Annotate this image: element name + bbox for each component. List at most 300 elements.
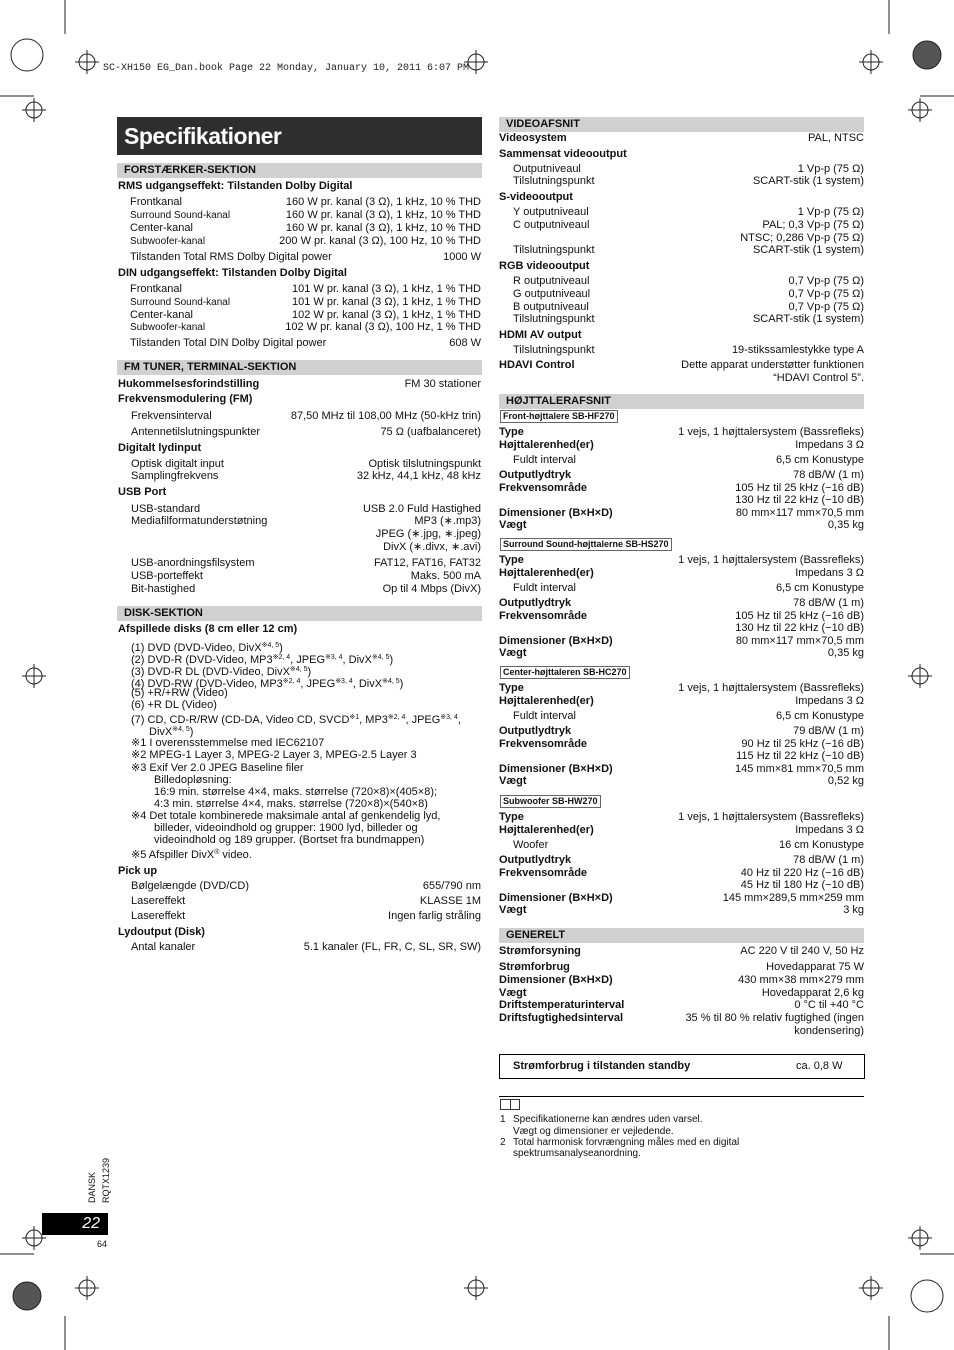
usb-media-label: Mediafilformatunderstøtning: [131, 515, 268, 527]
pickup-label: Lasereffekt: [131, 895, 186, 907]
speaker-driver-row-label: Fuldt interval: [513, 582, 576, 594]
composite-label: Tilslutningspunkt: [513, 175, 595, 187]
preset-value: FM 30 stationer: [404, 378, 481, 390]
speaker-freq-row-value: 90 Hz til 25 kHz (−16 dB): [741, 738, 864, 750]
footnote-line: Billedopløsning:: [154, 774, 232, 786]
preset-label: Hukommelsesforindstilling: [118, 378, 260, 390]
usb-row: [131, 557, 481, 570]
composite-value: 1 Vp-p (75 Ω): [797, 163, 864, 175]
usb-media-jpeg: JPEG (∗.jpg, ∗.jpeg): [375, 528, 481, 540]
note-line: spektrumsanalyseanordning.: [513, 1148, 641, 1159]
disc-item: (6) +R DL (Video): [131, 699, 217, 711]
footnote-mark: ※5: [131, 849, 147, 861]
rgb-value: 0,7 Vp-p (75 Ω): [788, 301, 864, 313]
speaker-freq-row-label: Frekvensområde: [499, 482, 588, 494]
rms-row-label: Center-kanal: [130, 222, 193, 234]
speaker-output-row-value: 78 dB/W (1 m): [793, 854, 864, 866]
pickup-row: [131, 880, 481, 893]
speaker-type-row-label: Type: [499, 811, 524, 823]
usb-row: [131, 570, 481, 583]
general-value: Hovedapparat 2,6 kg: [761, 987, 864, 999]
svideo-value: 1 Vp-p (75 Ω): [797, 206, 864, 218]
speaker-driver-row: [513, 839, 864, 852]
model-code: RQTX1239: [101, 1157, 111, 1203]
notes-divider: [499, 1096, 864, 1097]
footnote-mark: ※4: [131, 810, 147, 822]
speaker-driver-row-value: 6,5 cm Konustype: [775, 454, 864, 466]
speaker-unit-row-label: Højttalerenhed(er): [499, 824, 594, 836]
svideo-label: Tilslutningspunkt: [513, 244, 595, 256]
svideo-row: [513, 244, 864, 257]
speaker-model-header: [500, 538, 672, 551]
din-total-row: [130, 337, 481, 350]
speaker-dim-row-label: Dimensioner (B×H×D): [499, 507, 613, 519]
din-row-label: Frontkanal: [130, 283, 182, 295]
rms-row-value: 160 W pr. kanal (3 Ω), 1 kHz, 10 % THD: [285, 222, 481, 234]
usb-label: USB-anordningsfilsystem: [131, 557, 255, 569]
speaker-unit-row-value: Impedans 3 Ω: [795, 695, 864, 707]
pickup-row: [131, 895, 481, 908]
speaker-output-row: [499, 725, 864, 738]
disc-text: (2) DVD-R (DVD-Video, MP3: [131, 654, 273, 666]
disc-text: , DivX: [342, 654, 372, 666]
fm-label: Frekvensinterval: [131, 410, 212, 422]
footnote-line: videoindhold og 189 grupper. (Bortset fra bundmappen): [154, 834, 425, 846]
footnote-text: video.: [219, 849, 252, 861]
standby-box: [499, 1054, 865, 1079]
digital-label: Samplingfrekvens: [131, 470, 219, 482]
speaker-unit-row-label: Højttalerenhed(er): [499, 567, 594, 579]
hdmi-value: 19-stikssamlestykke type A: [731, 344, 864, 356]
general-label: Strømforsyning: [499, 945, 581, 957]
disc-text: (3) DVD-R DL (DVD-Video, DivX: [131, 666, 290, 678]
footnote-mark: ※3: [131, 762, 147, 774]
usb-label: Bit-hastighed: [131, 583, 196, 595]
speaker-freq-row-label: Frekvensområde: [499, 867, 588, 879]
speaker-weight-row-value: 0,52 kg: [827, 775, 864, 787]
rms-row-label: Subwoofer-kanal: [130, 236, 206, 247]
speaker-unit-row: [499, 439, 864, 452]
composite-label: Outputniveaul: [513, 163, 581, 175]
din-total-label: Tilstanden Total DIN Dolby Digital power: [130, 337, 327, 349]
videosystem-label: Videosystem: [499, 132, 567, 144]
speaker-type-row-value: 1 vejs, 1 højttalersystem (Bassrefleks): [678, 682, 864, 694]
speaker-type-row-label: Type: [499, 554, 524, 566]
footnote-text: Det totale kombinerede maksimale antal af genkendelig lyd,: [149, 810, 441, 822]
speaker-output-row-value: 78 dB/W (1 m): [793, 469, 864, 481]
disc-text: DivX: [149, 726, 173, 738]
speaker-freq-value-2: 115 Hz til 22 kHz (−10 dB): [736, 750, 864, 762]
section-amplifier: FORSTÆRKER-SEKTION: [117, 163, 482, 178]
speaker-model-header: [500, 666, 630, 679]
din-row-value: 102 W pr. kanal (3 Ω), 100 Hz, 1 % THD: [285, 321, 481, 333]
usb-media-value: MP3 (∗.mp3): [414, 515, 481, 527]
speaker-weight-row: [499, 775, 864, 788]
disc-text: , JPEG: [300, 678, 336, 690]
hdmi-label: Tilslutningspunkt: [513, 344, 595, 356]
rms-total-row: [130, 251, 481, 264]
pickup-value: Ingen farlig stråling: [388, 910, 481, 922]
rms-total-value: 1000 W: [443, 251, 481, 263]
general-label: Dimensioner (B×H×D): [499, 974, 613, 986]
disc-note-ref: ※2, 4: [282, 678, 301, 685]
footnote-line: 4:3 min. størrelse 4×4, maks. størrelse (720×8)×(540×8): [154, 798, 428, 810]
hdavi-value-cont: “HDAVI Control 5”.: [773, 372, 864, 384]
audio-row: [131, 941, 481, 954]
digital-title: Digitalt lydinput: [118, 442, 202, 454]
speaker-weight-row-label: Vægt: [499, 904, 527, 916]
speaker-driver-row-label: Woofer: [513, 839, 549, 851]
usb-value: FAT12, FAT16, FAT32: [374, 557, 481, 569]
speaker-dim-row-value: 80 mm×117 mm×70,5 mm: [735, 507, 864, 519]
rms-row-value: 160 W pr. kanal (3 Ω), 1 kHz, 10 % THD: [285, 196, 481, 208]
general-row: [499, 945, 864, 958]
section-video: VIDEOAFSNIT: [499, 117, 864, 132]
speaker-driver-row: [513, 582, 864, 595]
din-row: [130, 296, 481, 309]
footnote-line: billeder, videoindhold og grupper: 1900 lyd, billeder og: [154, 822, 418, 834]
speaker-weight-row: [499, 904, 864, 917]
speaker-type-row: [499, 682, 864, 695]
speaker-dim-row-value: 145 mm×81 mm×70,5 mm: [735, 763, 864, 775]
din-row-label: Surround Sound-kanal: [130, 297, 231, 308]
speaker-unit-row-label: Højttalerenhed(er): [499, 695, 594, 707]
speaker-dim-row-value: 145 mm×289,5 mm×259 mm: [722, 892, 864, 904]
disc-text: ): [189, 726, 194, 738]
general-value: 0 °C til +40 °C: [794, 999, 864, 1011]
rgb-row: [513, 313, 864, 326]
rgb-row: [513, 275, 864, 288]
speaker-output-row: [499, 854, 864, 867]
fm-value: 75 Ω (uafbalanceret): [380, 426, 481, 438]
page-title: Specifikationer: [117, 117, 482, 155]
footnote: [131, 749, 417, 762]
note-line: [500, 1114, 703, 1126]
usb-label: USB-porteffekt: [131, 570, 203, 582]
speaker-output-row-label: Outputlydtryk: [499, 854, 572, 866]
disc-text: , DivX: [352, 678, 383, 690]
speaker-driver-row: [513, 710, 864, 723]
din-row: [130, 283, 481, 296]
humidity-label: Driftsfugtighedsinterval: [499, 1012, 624, 1024]
composite-title: Sammensat videooutput: [499, 148, 627, 160]
pickup-title: Pick up: [118, 865, 158, 877]
section-general: GENERELT: [499, 928, 864, 943]
disc-note-ref: ※3, 4: [325, 654, 343, 661]
din-row-value: 102 W pr. kanal (3 Ω), 1 kHz, 1 % THD: [292, 309, 481, 321]
disc-note-ref: ※4, 5: [382, 678, 400, 685]
svideo-row: [513, 206, 864, 219]
speaker-driver-row-label: Fuldt interval: [513, 710, 576, 722]
speaker-freq-row-value: 105 Hz til 25 kHz (−16 dB): [735, 610, 864, 622]
disc-note-ref: ※1: [349, 714, 360, 721]
digital-row: [131, 470, 481, 483]
speaker-driver-row: [513, 454, 864, 467]
hdavi-value: Dette apparat understøtter funktionen: [681, 359, 864, 371]
disc-note-ref: ※4, 5: [371, 654, 390, 661]
speaker-dim-row-label: Dimensioner (B×H×D): [499, 763, 613, 775]
videosystem-row: [499, 132, 864, 145]
speaker-weight-row-value: 0,35 kg: [827, 647, 864, 659]
din-row-value: 101 W pr. kanal (3 Ω), 1 kHz, 1 % THD: [292, 296, 481, 308]
pickup-value: 655/790 nm: [422, 880, 481, 892]
rms-row-label: Surround Sound-kanal: [130, 210, 231, 221]
pickup-label: Lasereffekt: [131, 910, 186, 922]
speaker-weight-row: [499, 519, 864, 532]
speaker-weight-row-label: Vægt: [499, 647, 527, 659]
rms-row: [130, 235, 481, 248]
sub-page-number: 64: [97, 1239, 108, 1249]
rms-row-label: Frontkanal: [130, 196, 182, 208]
note-number: 1: [500, 1114, 506, 1125]
section-fm-tuner: FM TUNER, TERMINAL-SEKTION: [117, 360, 482, 375]
usb-row: [131, 583, 481, 596]
disc-note-ref: ※4, 5: [289, 666, 308, 673]
general-row: [499, 999, 864, 1012]
rgb-value: SCART-stik (1 system): [752, 313, 864, 325]
preset-row: [118, 378, 481, 391]
speaker-freq-value-2: 130 Hz til 22 kHz (−10 dB): [735, 494, 864, 506]
page-number: 22: [42, 1213, 108, 1235]
rgb-title: RGB videooutput: [499, 260, 590, 272]
audio-label: Antal kanaler: [131, 941, 196, 953]
audio-title: Lydoutput (Disk): [118, 926, 205, 938]
footnote-line: 16:9 min. størrelse 4×4, maks. størrelse (720×8)×(405×8);: [154, 786, 438, 798]
speaker-type-row: [499, 554, 864, 567]
disc-note-ref: ※2, 4: [387, 714, 406, 721]
speaker-unit-row-label: Højttalerenhed(er): [499, 439, 594, 451]
footnote-text: Exif Ver 2.0 JPEG Baseline filer: [149, 762, 304, 774]
speaker-dim-row-label: Dimensioner (B×H×D): [499, 635, 613, 647]
note-number: 2: [500, 1137, 506, 1148]
speaker-type-row: [499, 811, 864, 824]
speaker-type-row-value: 1 vejs, 1 højttalersystem (Bassrefleks): [678, 426, 864, 438]
general-label: Driftstemperaturinterval: [499, 999, 625, 1011]
speaker-model-name: Front-højttalere SB-HF270: [500, 410, 618, 423]
speaker-output-row-label: Outputlydtryk: [499, 725, 572, 737]
disc-item: (5) +R/+RW (Video): [131, 687, 228, 699]
speaker-unit-row: [499, 824, 864, 837]
usb-value: Maks. 500 mA: [410, 570, 481, 582]
speaker-weight-row-label: Vægt: [499, 775, 527, 787]
speaker-freq-row-value: 105 Hz til 25 kHz (−16 dB): [735, 482, 864, 494]
disc-note-ref: ※4, 5: [261, 642, 280, 649]
rms-title: RMS udgangseffekt: Tilstanden Dolby Digital: [118, 180, 353, 192]
fm-title: Frekvensmodulering (FM): [118, 393, 253, 405]
speaker-dim-row-label: Dimensioner (B×H×D): [499, 892, 613, 904]
general-value: AC 220 V til 240 V, 50 Hz: [740, 945, 864, 957]
rms-row: [130, 222, 481, 235]
rms-row: [130, 196, 481, 209]
speaker-unit-row-value: Impedans 3 Ω: [795, 824, 864, 836]
general-row: [499, 961, 864, 974]
speaker-unit-row-value: Impedans 3 Ω: [795, 567, 864, 579]
hdmi-row: [513, 344, 864, 357]
speaker-freq-row-label: Frekvensområde: [499, 738, 588, 750]
disc-text: (7) CD, CD-R/RW (CD-DA, Video CD, SVCD: [131, 714, 350, 726]
general-label: Vægt: [499, 987, 527, 999]
speaker-weight-row-label: Vægt: [499, 519, 527, 531]
file-header-line: SC-XH150 EG_Dan.book Page 22 Monday, January 10, 2011 6:07 PM: [103, 63, 470, 74]
pickup-value: KLASSE 1M: [419, 895, 481, 907]
disc-text: ): [307, 666, 312, 678]
fm-row: [131, 410, 481, 423]
pickup-row: [131, 910, 481, 923]
speaker-driver-row-value: 6,5 cm Konustype: [775, 582, 864, 594]
general-value: 430 mm×38 mm×279 mm: [738, 974, 864, 986]
din-row-value: 101 W pr. kanal (3 Ω), 1 kHz, 1 % THD: [292, 283, 481, 295]
speaker-freq-row-value: 40 Hz til 220 Hz (−16 dB): [740, 867, 864, 879]
speaker-output-row-label: Outputlydtryk: [499, 469, 572, 481]
general-value: Hovedapparat 75 W: [766, 961, 864, 973]
disc-text: ): [399, 678, 404, 690]
speaker-unit-row: [499, 695, 864, 708]
usb-value: Op til 4 Mbps (DivX): [382, 583, 481, 595]
speaker-output-row-label: Outputlydtryk: [499, 597, 572, 609]
speaker-unit-row-value: Impedans 3 Ω: [795, 439, 864, 451]
disc-text: ,: [457, 714, 461, 726]
footnote-text: I overensstemmelse med IEC62107: [149, 737, 325, 749]
note-line: Vægt og dimensioner er vejledende.: [513, 1126, 674, 1137]
usb-title: USB Port: [118, 486, 167, 498]
svideo-row: [513, 219, 864, 232]
svideo-label: C outputniveaul: [513, 219, 590, 231]
speaker-type-row-value: 1 vejs, 1 højttalersystem (Bassrefleks): [678, 554, 864, 566]
digital-label: Optisk digitalt input: [131, 458, 224, 470]
speaker-type-row-label: Type: [499, 682, 524, 694]
rgb-row: [513, 288, 864, 301]
din-row-label: Center-kanal: [130, 309, 193, 321]
digital-value: Optisk tilslutningspunkt: [368, 458, 481, 470]
speaker-driver-row-value: 6,5 cm Konustype: [775, 710, 864, 722]
disc-text: , JPEG: [290, 654, 325, 666]
disc-text: (1) DVD (DVD-Video, DivX: [131, 642, 262, 654]
svideo-title: S-videooutput: [499, 191, 573, 203]
standby-label: Strømforbrug i tilstanden standby: [513, 1060, 691, 1072]
audio-value: 5.1 kanaler (FL, FR, C, SL, SR, SW): [303, 941, 481, 953]
speaker-model-name: Center-højttaleren SB-HC270: [500, 666, 630, 679]
footnote: [131, 846, 252, 862]
disc-note-ref: ※4, 5: [172, 726, 190, 733]
humidity-value-cont: kondensering): [794, 1025, 864, 1037]
din-row: [130, 321, 481, 334]
disc-text: , MP3: [359, 714, 388, 726]
fm-label: Antennetilslutningspunkter: [131, 426, 261, 438]
speaker-output-row: [499, 597, 864, 610]
speaker-type-row-value: 1 vejs, 1 højttalersystem (Bassrefleks): [678, 811, 864, 823]
general-row: [499, 974, 864, 987]
rgb-value: 0,7 Vp-p (75 Ω): [788, 288, 864, 300]
composite-row: [513, 175, 864, 188]
rms-total-label: Tilstanden Total RMS Dolby Digital power: [130, 251, 332, 263]
disc-text: ): [279, 642, 283, 654]
fm-row: [131, 426, 481, 439]
rgb-value: 0,7 Vp-p (75 Ω): [788, 275, 864, 287]
rms-row-value: 160 W pr. kanal (3 Ω), 1 kHz, 10 % THD: [285, 209, 481, 221]
rgb-label: B outputniveaul: [513, 301, 589, 313]
speaker-freq-row-label: Frekvensområde: [499, 610, 588, 622]
digital-value: 32 kHz, 44,1 kHz, 48 kHz: [356, 470, 481, 482]
disc-text: , JPEG: [405, 714, 441, 726]
speaker-model-header: [500, 795, 601, 808]
hdavi-label: HDAVI Control: [499, 359, 575, 371]
speaker-unit-row: [499, 567, 864, 580]
footnote-text: MPEG-1 Layer 3, MPEG-2 Layer 3, MPEG-2.5 Layer 3: [149, 749, 417, 761]
pickup-label: Bølgelængde (DVD/CD): [131, 880, 249, 892]
humidity-value: 35 % til 80 % relativ fugtighed (ingen: [685, 1012, 864, 1024]
speaker-output-row: [499, 469, 864, 482]
speaker-output-row-value: 78 dB/W (1 m): [793, 597, 864, 609]
footnote-mark: ※2: [131, 749, 147, 761]
svideo-value: NTSC; 0,286 Vp-p (75 Ω): [740, 232, 864, 244]
section-disc: DISK-SEKTION: [117, 606, 482, 621]
hdavi-row: [499, 359, 864, 372]
footnote-mark: ※1: [131, 737, 147, 749]
disc-text: ): [389, 654, 394, 666]
rgb-label: R outputniveaul: [513, 275, 590, 287]
note-text: Specifikationerne kan ændres uden varsel.: [513, 1114, 703, 1125]
language-label: DANSK: [87, 1171, 97, 1203]
din-title: DIN udgangseffekt: Tilstanden Dolby Digital: [118, 267, 347, 279]
rgb-label: Tilslutningspunkt: [513, 313, 595, 325]
svideo-label: Y outputniveaul: [513, 206, 589, 218]
speaker-weight-row-value: 3 kg: [843, 904, 864, 916]
hdmi-title: HDMI AV output: [499, 329, 582, 341]
speaker-model-header: [500, 410, 618, 423]
speaker-weight-row: [499, 647, 864, 660]
disc-text: (4) DVD-RW (DVD-Video, MP3: [131, 678, 283, 690]
speaker-driver-row-label: Fuldt interval: [513, 454, 576, 466]
rms-row-value: 200 W pr. kanal (3 Ω), 100 Hz, 10 % THD: [279, 235, 481, 247]
speaker-type-row-label: Type: [499, 426, 524, 438]
speaker-output-row-value: 79 dB/W (1 m): [793, 725, 864, 737]
disc-note-ref: ※3, 4: [335, 678, 353, 685]
videosystem-value: PAL, NTSC: [807, 132, 864, 144]
standby-value: ca. 0,8 W: [796, 1060, 843, 1072]
usb-media-divx: DivX (∗.divx, ∗.avi): [383, 541, 481, 553]
speaker-model-name: Subwoofer SB-HW270: [500, 795, 601, 808]
book-icon: [500, 1099, 520, 1110]
speaker-dim-row-value: 80 mm×117 mm×70,5 mm: [735, 635, 864, 647]
svideo-value: PAL; 0,3 Vp-p (75 Ω): [762, 219, 864, 231]
usb-std-value: USB 2.0 Fuld Hastighed: [362, 503, 481, 515]
din-row-label: Subwoofer-kanal: [130, 322, 206, 333]
rgb-label: G outputniveaul: [513, 288, 591, 300]
speaker-weight-row-value: 0,35 kg: [827, 519, 864, 531]
disc-note-ref: ※2, 4: [272, 654, 291, 661]
speaker-model-name: Surround Sound-højttalerne SB-HS270: [500, 538, 672, 551]
note-text: Total harmonisk forvrængning måles med en digital: [513, 1137, 740, 1148]
humidity-row: [499, 1012, 864, 1025]
disc-title: Afspillede disks (8 cm eller 12 cm): [118, 623, 298, 635]
usb-std-label: USB-standard: [131, 503, 201, 515]
speaker-type-row: [499, 426, 864, 439]
usb-media-row: [131, 515, 481, 528]
speaker-driver-row-value: 16 cm Konustype: [779, 839, 864, 851]
fm-value: 87,50 MHz til 108,00 MHz (50-kHz trin): [290, 410, 481, 422]
svideo-value: SCART-stik (1 system): [752, 244, 864, 256]
din-total-value: 608 W: [449, 337, 481, 349]
footnote-text: Afspiller DivX: [148, 849, 215, 861]
speaker-freq-value-2: 130 Hz til 22 kHz (−10 dB): [735, 622, 864, 634]
speaker-freq-value-2: 45 Hz til 180 Hz (−10 dB): [740, 879, 864, 891]
section-speakers: HØJTTALERAFSNIT: [499, 394, 864, 409]
composite-value: SCART-stik (1 system): [752, 175, 864, 187]
rms-row: [130, 209, 481, 222]
disc-note-ref: ※3, 4: [440, 714, 458, 721]
general-label: Strømforbrug: [499, 961, 570, 973]
registered-mark: ®: [214, 849, 220, 856]
